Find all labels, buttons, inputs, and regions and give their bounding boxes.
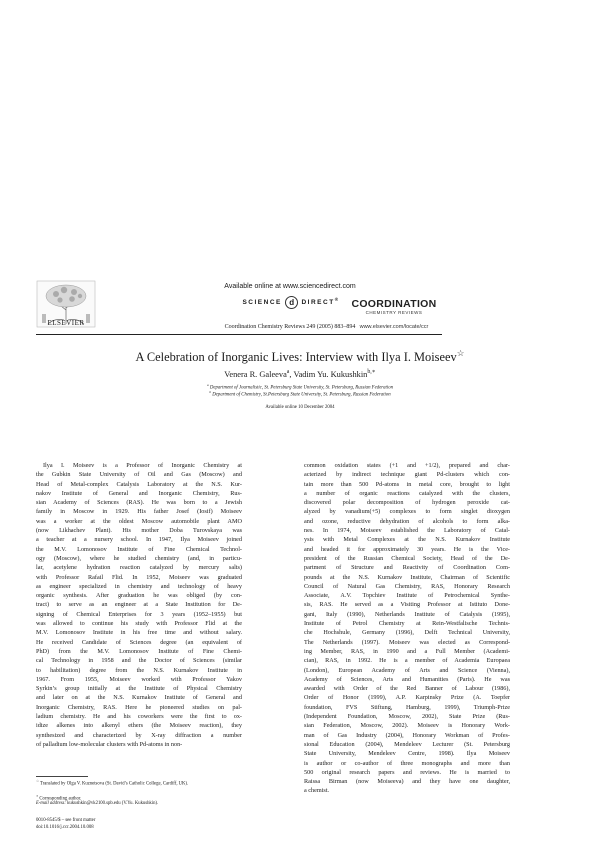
- header-divider: [36, 334, 442, 335]
- body-text-line: Associate, A.V. Topchiev Institute of Petrochemical Synthe-: [304, 592, 510, 600]
- body-text-line: sional Education (2004), Mendeleev Lecturer (St. Petersburg: [304, 740, 510, 748]
- body-text-line: Inorganic Chemistry, RAS. Here he pioneered studies on pal-: [36, 703, 242, 711]
- body-text-line: che Hochshule, Germany (1996), Delft Technical University,: [304, 629, 510, 637]
- front-matter-note: 0010-8545/$ – see front matter: [36, 818, 96, 823]
- body-text-line: to habilitation) degree from the N.S. Kurnakov Institute in: [36, 666, 242, 674]
- journal-logo-main: COORDINATION: [351, 298, 437, 310]
- body-text-line: Syrkin’s group initially at the Institute of Physical Chemistry: [36, 685, 242, 693]
- body-text-line: signing of Chemical Enterprises for 3 years (1952–1955) but: [36, 610, 242, 618]
- journal-logo: [348, 298, 440, 315]
- body-text-line: sian Federation, Moscow, 2002). Moiseev is Honorary Work-: [304, 722, 510, 730]
- body-text-line: cal Technology in 1958 and the Doctor of Sciences (similar: [36, 657, 242, 665]
- corresponding-author-footnote: ∗ Corresponding author.: [36, 794, 82, 802]
- body-text-line: and later on at the N.S. Kurnakov Institute of General and: [36, 694, 242, 702]
- body-text-line: a teacher at a nursery school. In 1947, Ilya Moiseev joined: [36, 536, 242, 544]
- body-text-line: State University, Mendeleev Centre, 1998). Ilya Moiseev: [304, 750, 510, 758]
- body-text-line: Academy of Sciences, Arts and Humanities (Paris). He was: [304, 675, 510, 683]
- body-text-line: ogy (Moscow), where he studied chemistry (and, in particu-: [36, 554, 242, 562]
- body-text-line: (London), European Academy of Arts and Science (Vienna),: [304, 666, 510, 674]
- body-text-line: nes. In 1974, Moiseev established the Laboratory of Catal-: [304, 527, 510, 535]
- author-name: Venera R. Galeeva: [224, 369, 287, 379]
- sciencedirect-at-icon: d: [285, 296, 298, 309]
- body-text-line: Institute of Petrol Chemistry at Rein-Westfalische Technis-: [304, 620, 510, 628]
- translation-footnote: ☆ Translated by Olga V. Kuznetsova (St. David’s Catholic College, Cardiff, UK).: [36, 779, 189, 787]
- body-text-line: The Netherlands (1997). Moiseev was elected as Correspond-: [304, 638, 510, 646]
- sciencedirect-logo: SCIENCE d DIRECT®: [242, 297, 340, 307]
- body-text-line: and headed it for approximately 30 years. He is the Vice-: [304, 545, 510, 553]
- body-text-line: nakov Institute of General and Inorganic Chemistry, Rus-: [36, 489, 242, 497]
- journal-citation: Coordination Chemistry Reviews 249 (2005) 883–894: [224, 324, 356, 330]
- article-authors: Venera R. Galeeva$^a$, Vadim Yu. Kukushkin$^{b,∗}$: [224, 369, 376, 379]
- footnote-divider: [36, 776, 88, 777]
- body-text-line: Order of Honor (1999), A.P. Karpinsky Prize (A. Toepfer: [304, 694, 510, 702]
- body-text-line: 1967. From 1955, Moiseev worked with Professor Yakov: [36, 675, 242, 683]
- journal-url-link[interactable]: www.elsevier.com/locate/ccr: [359, 324, 429, 330]
- body-text-line: the Gubkin State University of Oil and Gas (Moscow) and: [36, 471, 242, 479]
- body-text-line: president of the Russian Chemical Society, Head of the De-: [304, 554, 510, 562]
- body-text-line: a number of organic reactions catalyzed with the clusters,: [304, 489, 510, 497]
- body-text-line: was allowed to continue his study with Professor Flid at the: [36, 620, 242, 628]
- body-text-line: partment of Structure and Reactivity of Coordination Com-: [304, 564, 510, 572]
- available-online-text: Available online at www.sciencedirect.com: [224, 283, 356, 290]
- body-text-line: synthesized and characterized by X-ray diffraction a number: [36, 731, 242, 739]
- body-text-line: ing Member, RAS, in 1990 and a Full Member (Academi-: [304, 647, 510, 655]
- body-text-line: sian Academy of Sciences (RAS). He was born to a Jewish: [36, 499, 242, 507]
- body-text-line: Raissa Birman (now Moiseeva) and they have one daughter,: [304, 778, 510, 786]
- body-text-line: cian), RAS, in 1992. He is a member of Academia Europaea: [304, 657, 510, 665]
- body-text-line: organic synthesis. After graduation he was obliged (by con-: [36, 592, 242, 600]
- body-text-line: of palladium low-molecular clusters with Pd-atoms in non-: [36, 740, 183, 748]
- body-text-line: tract) to serve as an engineer at a State Institution for De-: [36, 601, 242, 609]
- body-text-line: M.V. Lomonosov Institute in his free time and without salary.: [36, 629, 242, 637]
- title-star-mark: ☆: [456, 348, 465, 358]
- article-title: A Celebration of Inorganic Lives: Interview with Ilya I. Moiseev☆: [135, 348, 465, 365]
- author-name: Vadim Yu. Kukushkin: [293, 369, 368, 379]
- body-text-line: foundation, FVS Stiftung, Hamburg, 1999), Triumph-Prize: [304, 703, 510, 711]
- body-left-column: [36, 461, 242, 749]
- body-text-line: common oxidation states (+1 and +1/2), prepared and char-: [304, 462, 510, 469]
- body-text-line: acterized by indirect technique giant Pd-clusters which con-: [304, 471, 510, 479]
- body-text-line: and ozone, reductive dehydration of alcohols to form alka-: [304, 517, 510, 525]
- email-footnote: E-mail address: kukushkin@vk2100.spb.edu (V.Yu. Kukushkin).: [36, 801, 159, 806]
- body-text-line: as engineer specialized in chemistry and technology of heavy: [36, 582, 242, 590]
- affiliation-a: $^a$ Department of Journalistic, St. Petersburg State University, St. Petersburg, Russian Federation: [207, 383, 393, 391]
- body-text-line: 500 original research papers and reviews. He is married to: [304, 768, 510, 776]
- body-text-line: tain more than 500 Pd-atoms in metal core, brought to light: [304, 480, 510, 488]
- body-text-line: was a worker at the oldest Moscow automobile plant AMO: [36, 517, 242, 525]
- body-text-line: Council of Natural Gas Chemistry, RAS, Honorary Research: [304, 582, 510, 590]
- publisher-name: ELSEVIER: [47, 319, 85, 327]
- journal-logo-sub: CHEMISTRY REVIEWS: [365, 310, 423, 315]
- body-text-line: Head of Metal-complex Catalysis Laboratory at the N.S. Kur-: [36, 480, 242, 488]
- body-text-line: (now Likhachev Plant). His mother Doba Turovskaya was: [36, 527, 242, 535]
- body-text-line: a chemist.: [304, 787, 330, 795]
- body-text-line: sis, RAS. He served as a Visiting Professor at Istituto Done-: [304, 601, 510, 609]
- publication-date: Available online 10 December 2004: [265, 405, 335, 410]
- body-text-line: pounds at the N.S. Kurnakov Institute, Chairman of Scientific: [304, 573, 510, 581]
- body-text-line: PhD) from the M.V. Lomonosov Institute of Fine Chemi-: [36, 647, 242, 655]
- body-text-line: with Professor Rafail Flid. In 1952, Moiseev was graduated: [36, 573, 242, 581]
- body-text-line: Ilya I. Moiseev is a Professor of Inorganic Chemistry at: [43, 462, 242, 469]
- body-text-line: ladium chemistry. He and his coworkers were the first to ox-: [36, 713, 242, 721]
- body-text-line: discovered polar decomposition of hydrogen peroxide cat-: [304, 499, 510, 507]
- body-text-line: family in Moscow in 1929. His father Josef (Iosif) Moiseev: [36, 508, 242, 516]
- body-text-line: awarded with Order of the Red Banner of Labour (1986),: [304, 685, 510, 693]
- body-text-line: the M.V. Lomonosov Institute of Fine Chemical Technol-: [36, 545, 242, 553]
- body-right-column: [304, 461, 510, 796]
- body-text-line: gani, Italy (1990), Netherlands Institute of Catalysis (1995),: [304, 610, 510, 618]
- body-text-line: is author or co-author of three monographs and more than: [304, 759, 510, 767]
- body-text-line: He received Candidate of Sciences degree (an equivalent of: [36, 638, 242, 646]
- doi-link[interactable]: doi:10.1016/j.ccr.2004.10.008: [36, 825, 94, 830]
- email-link[interactable]: kukushkin@vk2100.spb.edu (V.Yu. Kukushkin).: [67, 801, 159, 806]
- affiliation-b: $^b$ Department of Chemistry, St.Petersburg State University, St. Petersburg, Russian Federation: [209, 390, 391, 398]
- body-text-line: idize alkenes into alkenyl ethers (the Moiseev reaction), they: [36, 722, 242, 730]
- body-text-line: ysis with Metal Complexes at the N.S. Kurnakov Institute: [304, 536, 510, 544]
- body-text-line: lar, acetylene hydration reaction catalyzed by mercury salts): [36, 564, 242, 572]
- body-text-line: (Independent Foundation, Moscow, 2002), State Prize (Rus-: [304, 713, 510, 721]
- body-text-line: alyzed by vanadium(+5) complexes to form singlet dioxygen: [304, 508, 510, 516]
- body-text-line: man of Gas Industry (2004), Honorary Workman of Profes-: [304, 731, 510, 739]
